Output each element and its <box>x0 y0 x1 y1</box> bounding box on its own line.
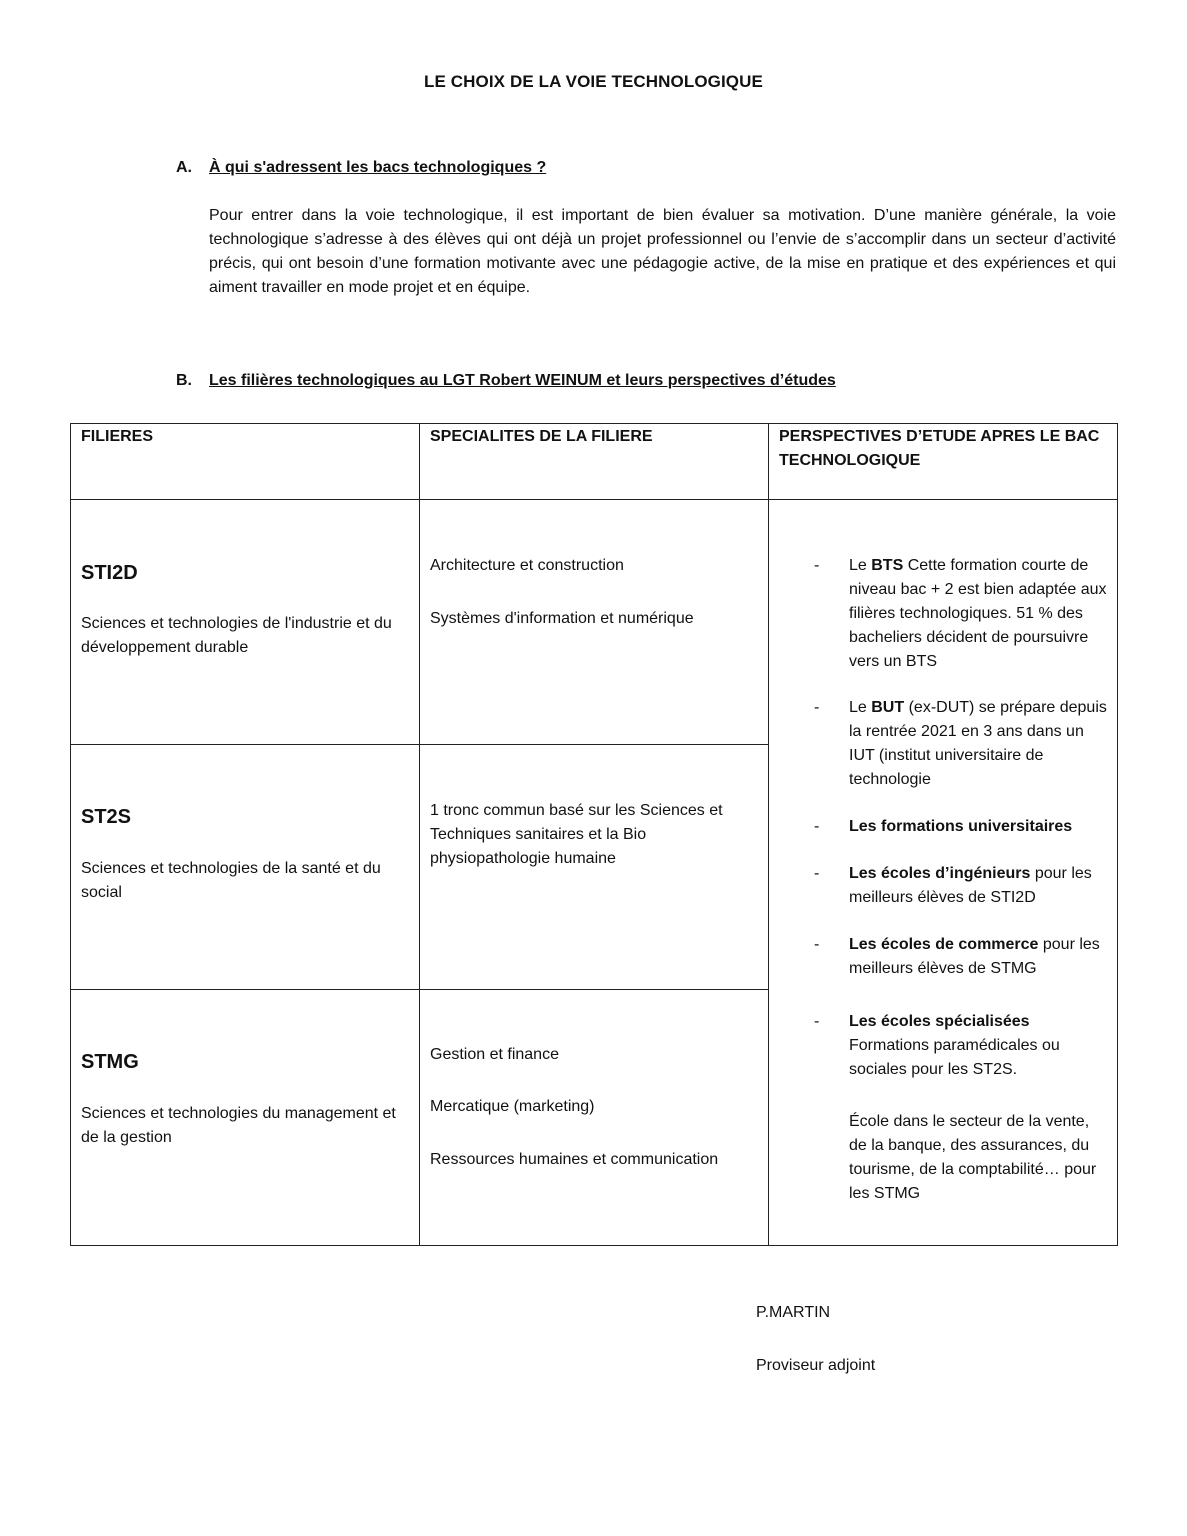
perspective-text: Cette formation courte de niveau bac + 2 est bien adaptée aux filières technologiques. 51 % des bacheliers décident de poursuivre vers un BTS <box>849 557 1107 670</box>
perspectives-list <box>779 554 1107 1206</box>
perspective-bold: Les écoles d’ingénieurs <box>849 865 1031 882</box>
specialty-item: 1 tronc commun basé sur les Sciences et Techniques sanitaires et la Bio physiopathologie humaine <box>430 802 723 867</box>
specialty-item: Mercatique (marketing) <box>430 1098 595 1115</box>
perspective-item-universite <box>779 815 1107 839</box>
specialites-cell-sti2d <box>420 500 769 745</box>
specialty-item: Systèmes d'information et numérique <box>430 610 694 627</box>
perspective-prefix: Le <box>849 699 872 716</box>
filiere-name: Sciences et technologies de l'industrie et du développement durable <box>81 615 392 656</box>
perspective-item-bts <box>779 554 1107 674</box>
perspective-item-commerce <box>779 933 1107 981</box>
perspective-bold: Les formations universitaires <box>849 818 1073 835</box>
filiere-cell-sti2d <box>71 500 420 745</box>
filiere-name: Sciences et technologies du management et de la gestion <box>81 1105 396 1146</box>
specialites-cell-stmg <box>420 990 769 1246</box>
perspectives-cell <box>769 500 1118 1246</box>
perspectives-note: École dans le secteur de la vente, de la banque, des assurances, du tourisme, de la comptabilité… pour les STMG <box>849 1113 1097 1202</box>
list-dash: - <box>814 936 820 953</box>
specialty-item: Architecture et construction <box>430 557 624 574</box>
perspective-bold: Les écoles de commerce <box>849 936 1039 953</box>
filiere-cell-stmg <box>71 990 420 1246</box>
specialty-item: Gestion et finance <box>430 1046 559 1063</box>
section-a-title: À qui s'adressent les bacs technologiques ? <box>209 159 547 176</box>
perspective-text: pour les meilleurs élèves de STI2D <box>849 865 1092 906</box>
perspective-text: (ex-DUT) se prépare depuis la rentrée 2021 en 3 ans dans un IUT (institut universitaire de technologie <box>849 699 1107 788</box>
perspective-bold: Les écoles spécialisées <box>849 1013 1030 1030</box>
header-filieres: FILIERES <box>71 424 420 500</box>
list-dash: - <box>814 1013 820 1030</box>
filiere-code: STI2D <box>81 562 138 584</box>
list-dash: - <box>814 865 820 882</box>
list-dash: - <box>814 818 820 835</box>
perspective-item-ingenieurs <box>779 862 1107 910</box>
table-row-sti2d <box>71 500 1118 745</box>
perspective-text: pour les meilleurs élèves de STMG <box>849 936 1100 977</box>
filieres-table <box>70 423 1118 1246</box>
header-specialites: SPECIALITES DE LA FILIERE <box>420 424 769 500</box>
section-b-title: Les filières technologiques au LGT Robert WEINUM et leurs perspectives d’études <box>209 372 836 389</box>
filiere-code: ST2S <box>81 806 132 828</box>
signature-role: Proviseur adjoint <box>756 1357 876 1374</box>
header-perspectives: PERSPECTIVES D’ETUDE APRES LE BAC TECHNOLOGIQUE <box>769 424 1118 500</box>
document-title: LE CHOIX DE LA VOIE TECHNOLOGIQUE <box>424 72 763 91</box>
specialty-item: Ressources humaines et communication <box>430 1151 719 1168</box>
list-dash: - <box>814 699 820 716</box>
perspective-item-but <box>779 696 1107 792</box>
intro-paragraph: Pour entrer dans la voie technologique, il est important de bien évaluer sa motivation. D’une manière générale, la voie technologique s’adresse à des élèves qui ont déjà un projet professionnel ou l’envie de s’accomplir dans un secteur d’activité précis, qui ont besoin d’une formation motivante avec une pédagogie active, de la mise en pratique et des expériences et qui aiment travailler en mode projet et en équipe. <box>209 207 1116 296</box>
filiere-cell-st2s <box>71 745 420 990</box>
section-b-heading <box>176 372 836 390</box>
perspective-prefix: Le <box>849 557 872 574</box>
perspective-bold: BTS <box>871 557 904 574</box>
table-header-row <box>71 424 1118 500</box>
filiere-name: Sciences et technologies de la santé et du social <box>81 860 381 901</box>
filiere-code: STMG <box>81 1051 139 1073</box>
section-b-letter: B. <box>176 372 192 389</box>
list-dash: - <box>814 557 820 574</box>
signature-name: P.MARTIN <box>756 1304 831 1321</box>
perspective-item-specialisees <box>779 1010 1107 1206</box>
perspective-bold: BUT <box>871 699 905 716</box>
section-a-letter: A. <box>176 159 192 176</box>
section-a-heading <box>176 159 546 177</box>
perspective-text: Formations paramédicales ou sociales pour les ST2S. <box>849 1037 1060 1078</box>
specialites-cell-st2s <box>420 745 769 990</box>
